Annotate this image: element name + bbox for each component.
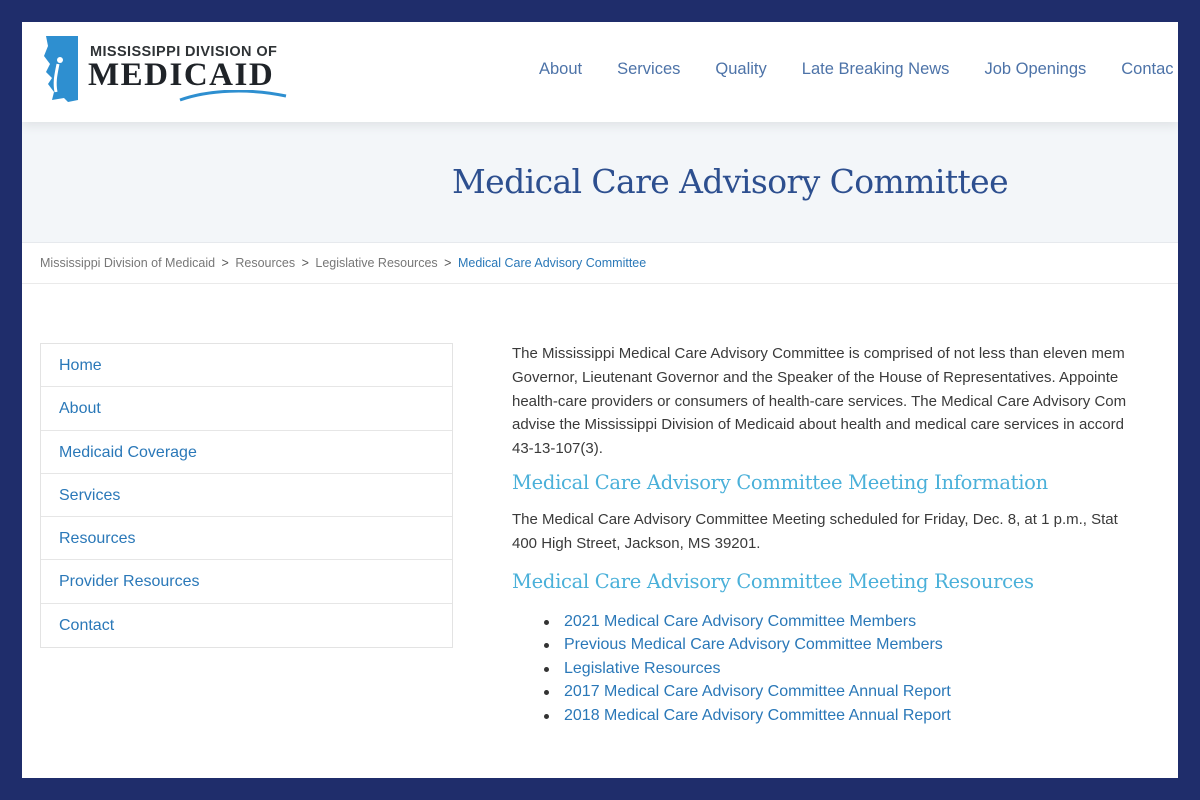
main-content: [512, 342, 1178, 728]
sidebar-item-provider-resources[interactable]: Provider Resources: [41, 560, 452, 603]
meeting-info-line: 400 High Street, Jackson, MS 39201.: [512, 534, 761, 552]
breadcrumb-separator: >: [301, 256, 309, 270]
breadcrumb-separator: >: [221, 256, 229, 270]
nav-services[interactable]: Services: [617, 60, 681, 78]
resource-link-2021-members[interactable]: 2021 Medical Care Advisory Committee Members: [564, 610, 1178, 634]
resource-link-2018-annual-report[interactable]: 2018 Medical Care Advisory Committee Annual Report: [564, 704, 1178, 728]
breadcrumb-separator: >: [444, 256, 452, 270]
main-nav: [539, 60, 1178, 79]
nav-quality[interactable]: Quality: [715, 60, 767, 78]
breadcrumb-divider: [22, 283, 1178, 284]
logo-top-text: MISSISSIPPI DIVISION OF: [90, 44, 278, 60]
sidebar-item-contact[interactable]: Contact: [59, 616, 115, 634]
logo-main-text: MEDICAID: [88, 57, 275, 93]
intro-line: Governor, Lieutenant Governor and the Speaker of the House of Representatives. Appointe: [512, 368, 1119, 386]
nav-job-openings[interactable]: Job Openings: [984, 60, 1087, 78]
nav-contact[interactable]: Contac: [1121, 60, 1174, 78]
browser-frame: [22, 22, 1178, 778]
intro-line: The Mississippi Medical Care Advisory Committee is comprised of not less than eleven mem: [512, 345, 1125, 362]
breadcrumb-current: Medical Care Advisory Committee: [457, 256, 647, 270]
sidebar-menu: [40, 343, 453, 648]
sidebar-item-medicaid-coverage[interactable]: Medicaid Coverage: [41, 431, 452, 474]
intro-line: advise the Mississippi Division of Medicaid about health and medical care services in accord: [512, 416, 1124, 434]
resource-link-2017-annual-report[interactable]: 2017 Medical Care Advisory Committee Annual Report: [564, 680, 1178, 704]
intro-line: 43-13-107(3).: [512, 440, 603, 458]
meeting-resources-heading: Medical Care Advisory Committee Meeting Resources: [512, 569, 1034, 593]
mississippi-state-icon: [38, 34, 82, 106]
breadcrumb-home[interactable]: Mississippi Division of Medicaid: [40, 256, 216, 270]
meeting-info-heading: Medical Care Advisory Committee Meeting Information: [512, 470, 1048, 494]
page-hero: [22, 122, 1178, 243]
sidebar-item-about[interactable]: About: [41, 387, 452, 430]
nav-late-breaking-news[interactable]: Late Breaking News: [801, 60, 950, 78]
breadcrumb: [40, 256, 646, 270]
nav-about[interactable]: About: [539, 60, 583, 78]
sidebar-item-home[interactable]: Home: [41, 344, 452, 387]
site-logo[interactable]: [38, 34, 283, 106]
sidebar-item-resources[interactable]: Resources: [41, 517, 452, 560]
intro-paragraph: [512, 342, 1178, 461]
intro-line: health-care providers or consumers of health-care services. The Medical Care Advisory Com: [512, 392, 1127, 410]
breadcrumb-resources[interactable]: Resources: [235, 256, 296, 270]
sidebar-item-services[interactable]: Services: [41, 474, 452, 517]
meeting-info-line: The Medical Care Advisory Committee Meeting scheduled for Friday, Dec. 8, at 1 p.m., Stat: [512, 510, 1118, 528]
meeting-info-paragraph: [512, 508, 1178, 556]
resources-list: [512, 610, 1178, 728]
resource-link-previous-members[interactable]: Previous Medical Care Advisory Committee Members: [564, 633, 1178, 657]
logo-swoosh: [178, 90, 288, 102]
page-title: Medical Care Advisory Committee: [451, 162, 1009, 201]
resource-link-legislative-resources[interactable]: Legislative Resources: [564, 657, 1178, 681]
breadcrumb-legislative-resources[interactable]: Legislative Resources: [315, 256, 438, 270]
site-header: [22, 22, 1178, 122]
